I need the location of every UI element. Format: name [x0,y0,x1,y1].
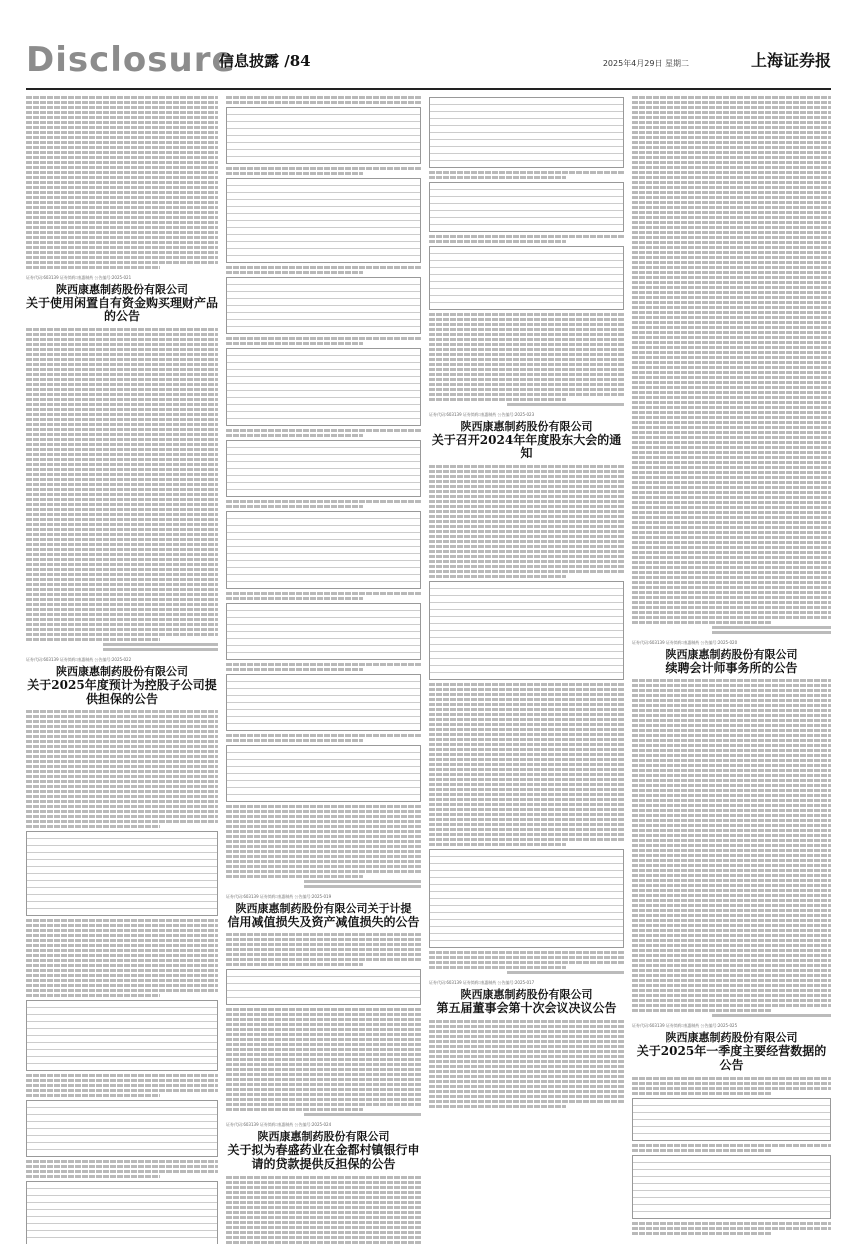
subsidiary-finance-table-4 [226,603,421,660]
column-4 [632,94,831,1244]
notice-agm [429,412,624,461]
notice-title: 关于召开2024年年度股东大会的通知 [431,432,622,461]
impairment-table [226,969,421,1005]
notice-company: 陕西康惠制药股份有限公司 [460,988,593,1002]
subsidiary-finance-table [226,107,421,164]
notice-board-resolution [429,980,624,1015]
q1-region-table [632,1155,831,1219]
notice-title: 关于使用闲置自有资金购买理财产品的公告 [26,295,218,324]
header-rule [26,88,831,90]
column-3 [429,94,624,1244]
guarantee-table [26,831,218,916]
notice-meta: 证券代码:603139 证券简称:康惠制药 公告编号:2025-025 [632,1023,738,1029]
brand-logo: Disclosure [26,40,236,80]
notice-meta: 证券代码:603139 证券简称:康惠制药 公告编号:2025-019 [226,894,332,899]
notice-meta: 证券代码:603139 证券简称:康惠制药 公告编号:2025-021 [26,275,132,280]
q1-sales-table [632,1098,831,1141]
notice-wealth-management [26,275,218,324]
subsidiary-info-table-2 [226,348,421,426]
notice-impairment [226,894,421,929]
agm-resolutions-table [429,581,624,680]
notice-company: 陕西康惠制药股份有限公司 [257,1130,390,1144]
subsidiary-info-table-4 [226,674,421,731]
notice-title: 关于2025年一季度主要经营数据的公告 [636,1044,827,1072]
notice-meta: 证券代码:603139 证券简称:康惠制药 公告编号:2025-023 [429,412,535,417]
page-number: /84 [284,52,311,70]
proxy-form-table [429,849,624,948]
notice-title: 关于拟为春盛药业在金都村镇银行申请的贷款提供反担保的公告 [227,1143,420,1171]
notice-title: 续聘会计师事务所的公告 [665,660,798,675]
notice-auditor-reappointment [632,640,831,675]
notice-q1-operating-data [632,1023,831,1072]
newspaper-name: 上海证券报 [750,51,831,70]
notice-company: 陕西康惠制药股份有限公司 [56,665,188,679]
company-finance-table [429,182,624,232]
notice-title: 第五届董事会第十次会议决议公告 [436,1000,617,1015]
notice-meta: 证券代码:603139 证券简称:康惠制药 公告编号:2025-017 [429,980,535,986]
subsidiary-finance-table-3 [226,440,421,497]
dateline: 2025年4月29日 星期二 [602,59,689,68]
notice-meta: 证券代码:603139 证券简称:康惠制药 公告编号:2025-020 [632,640,738,645]
subsidiary-finance-table-2 [226,277,421,334]
subsidiary-info-table-3 [226,511,421,589]
notice-company: 陕西康惠制药股份有限公司 [56,283,188,296]
section-title [219,50,311,71]
notice-title: 信用减值损失及资产减值损失的公告 [227,914,420,929]
financial-table [26,1100,218,1157]
section-name: 信息披露 [219,52,280,70]
notice-company: 陕西康惠制药股份有限公司 [665,1031,798,1045]
notice-company: 陕西康惠制药股份有限公司关于计提 [235,902,412,915]
notice-title: 关于2025年度预计为控股子公司提供担保的公告 [27,677,217,706]
subsidiary-table [26,1000,218,1071]
column-2 [226,94,421,1244]
company-info-table-2 [429,246,624,310]
subsidiary-info-table [226,178,421,263]
company-info-table [429,97,624,168]
notice-company: 陕西康惠制药股份有限公司 [665,648,798,661]
notice-meta: 证券代码:603139 证券简称:康惠制药 公告编号:2025-024 [226,1122,332,1128]
notice-counter-guarantee [226,1122,421,1171]
financial-table-2 [26,1181,218,1244]
notice-meta: 证券代码:603139 证券简称:康惠制药 公告编号:2025-022 [26,657,132,663]
subsidiary-finance-table-5 [226,745,421,802]
notice-guarantee-forecast [26,657,218,706]
notice-company: 陕西康惠制药股份有限公司 [460,420,593,433]
masthead [26,38,831,88]
column-1 [26,94,218,1244]
